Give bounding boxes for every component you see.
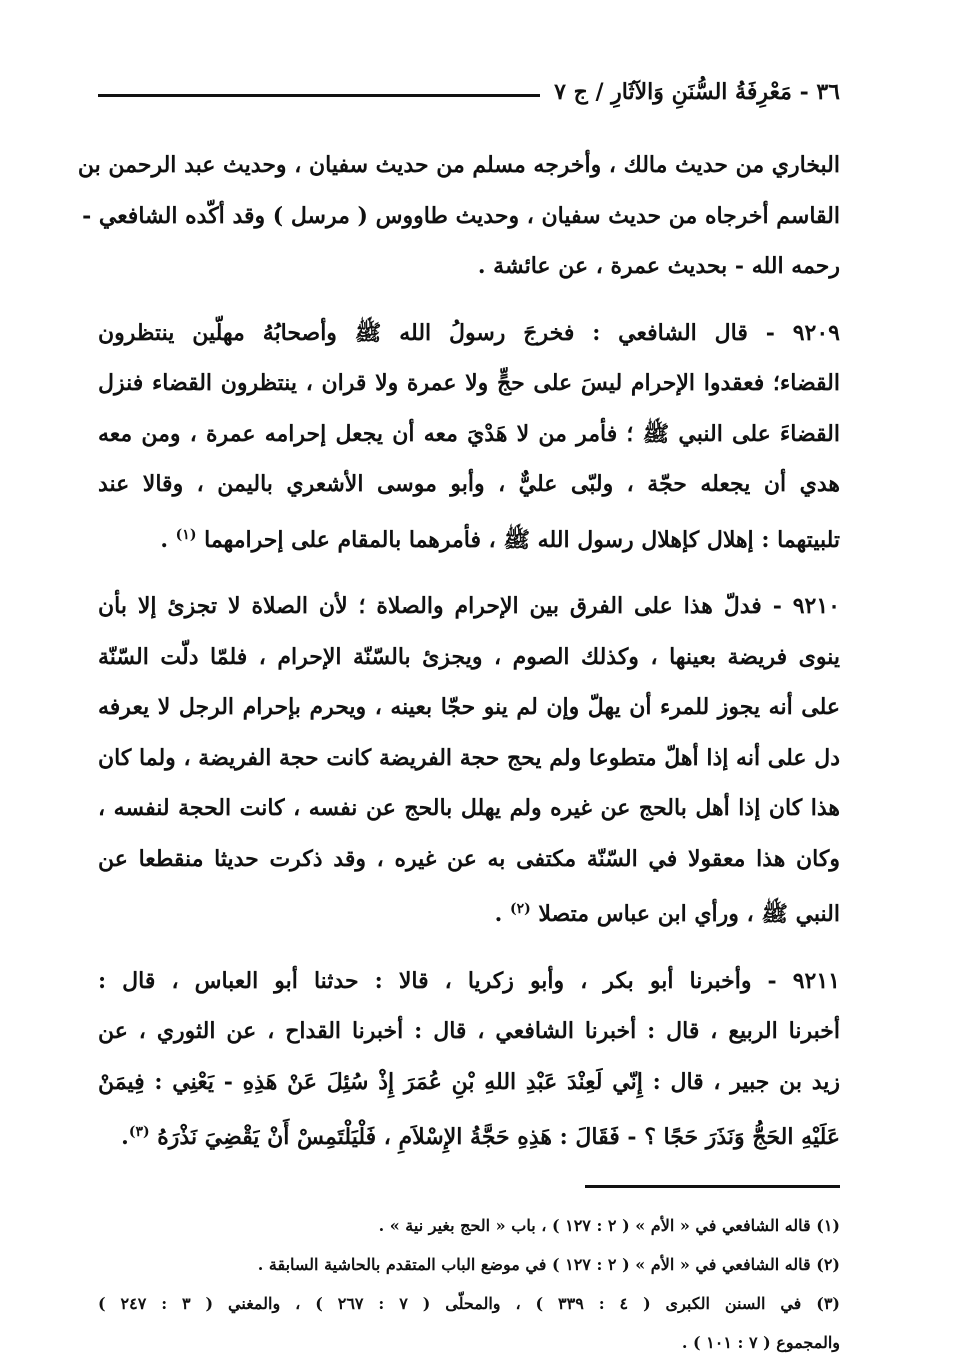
- footnote-ref-1[interactable]: (١): [175, 526, 197, 543]
- running-header: [98, 72, 840, 112]
- footnote-3: (٣) في السنن الكبرى ( ٤ : ٣٣٩ ) ، والمحلّى ( ٧ : ٢٦٧ ) ، والمغني ( ٣ : ٢٤٧ ): [98, 1293, 840, 1313]
- text-line: القاسم أخرجاه من حديث سفيان ، وحديث طاووس ( مرسل ) وقد أكّده الشافعي -: [82, 202, 840, 229]
- paragraph-9209: [98, 308, 840, 566]
- header-rule: [98, 94, 540, 97]
- text-line: القضاءَ على النبي ﷺ ؛ فأمر من لا هَدْيَ معه أن يجعل إحرامه عمرة ، ومن معه: [98, 420, 840, 447]
- paragraph-1: [77, 140, 840, 292]
- header-title: ٣٦ - مَعْرِفَةُ السُّنَنِ وَالآثَارِ / ج ٧: [554, 79, 840, 105]
- footnote-ref-3[interactable]: (٣): [128, 1124, 150, 1140]
- text-segment: النبي ﷺ ، ورأي ابن عباس متصلا: [538, 901, 840, 927]
- text-line: أخبرنا الربيع ، قال : أخبرنا الشافعي ، قال : أخبرنا القداح ، عن الثوري ، عن: [98, 1018, 840, 1044]
- text-segment: .: [160, 526, 176, 553]
- text-line: البخاري من حديث مالك ، وأخرجه مسلم من حديث سفيان ، وحديث عبد الرحمن بن: [77, 152, 840, 178]
- footnote-2: (٢) قاله الشافعي في « الأم » ( ٢ : ١٢٧ ) في موضع الباب المتقدم بالحاشية السابقة .: [257, 1254, 840, 1274]
- text-line: على أنه يجوز للمرء أن يهلّ وإن لم ينو حجّا بعينه ، ويحرم بإحرام الرجل لا يعرفه: [98, 694, 840, 720]
- text-line-with-footnote: [98, 1107, 840, 1163]
- text-line-with-footnote: [98, 510, 840, 566]
- text-segment: عَلَيْهِ الحَجُّ وَنَذَرَ حَجًا ؟ - فَقَالَ : هَذِهِ حَجَّةُ الإِسْلاَمِ ، فَلْيَلْتَمِسْ أَنْ يَقْضِيَ نَذْرَهُ: [157, 1124, 840, 1150]
- paragraph-9210: [98, 581, 840, 940]
- paragraph-9211: [98, 956, 840, 1163]
- text-segment: .: [121, 1124, 129, 1150]
- text-segment: .: [494, 901, 510, 927]
- text-line: ٩٢١٠ - فدلّ هذا على الفرق بين الإحرام والصلاة ؛ لأن الصلاة لا تجزئ إلا بأن: [98, 593, 840, 619]
- text-line: ٩٢٠٩ - قال الشافعي : فخرجَ رسولُ الله ﷺ وأصحابُهُ مهلّين ينتظرون: [98, 319, 840, 346]
- text-line: القضاء؛ فعقدوا الإحرام ليسَ على حجٍّ ولا عمرة ولا قران ، ينتظرون القضاء فنزل: [98, 370, 840, 396]
- footnotes: [98, 1206, 840, 1362]
- main-text: [77, 140, 840, 1163]
- text-segment: تلبيتهما : إهلال كإهلال رسول الله ﷺ ، فأمرهما بالمقام على إحرامهما: [204, 526, 840, 553]
- text-line: زيد بن جبير ، قال : إِنّي لَعِنْدَ عَبْدِ اللهِ بْنِ عُمَرَ إِذْ سُئِلَ عَنْ هَذِهِ - يَعْنِي : فِيمَنْ: [98, 1068, 840, 1095]
- text-line: هذا كان إذا أهل بالحج عن غيره ولم يهلل بالحج عن نفسه ، كانت الحجة لنفسه ،: [98, 795, 840, 821]
- document-page: [77, 72, 840, 1362]
- text-line-with-footnote: [98, 884, 840, 940]
- footnote-separator: [585, 1185, 840, 1188]
- text-line: ينوى فريضة بعينها ، وكذلك الصوم ، ويجزئ بالسّنّة الإحرام ، فلمّا دلّت السّنّة: [98, 643, 840, 670]
- footnote-3-continued: والمجموع ( ٧ : ١٠١ ) .: [681, 1332, 840, 1352]
- text-line: ٩٢١١ - وأخبرنا أبو بكر ، وأبو زكريا ، قالا : حدثنا أبو العباس ، قال :: [98, 967, 840, 994]
- text-line: وكان هذا معقولا في السّنّة مكتفى به عن غيره ، وقد ذكرت حديثا منقطعا عن: [98, 845, 840, 872]
- text-line: رحمه الله - بحديث عمرة ، عن عائشة .: [477, 253, 840, 279]
- text-line: دل على أنه إذا أهلّ متطوعا ولم يحج حجة الفريضة كانت حجة الفريضة ، ولما كان: [98, 744, 840, 771]
- footnote-1: (١) قاله الشافعي في « الأم » ( ٢ : ١٢٧ ) ، باب « الحج بغير نية » .: [378, 1215, 840, 1235]
- text-line: هدي أن يجعله حجّة ، ولبّى عليٌّ ، وأبو موسى الأشعري باليمن ، وقالا عند: [98, 471, 840, 497]
- footnote-ref-2[interactable]: (٢): [509, 901, 531, 917]
